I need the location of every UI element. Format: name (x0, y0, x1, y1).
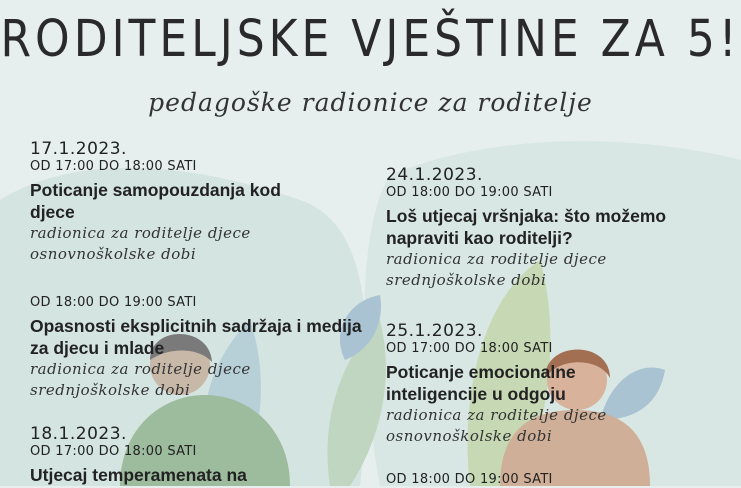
event-left-3 (30, 425, 350, 486)
page-title: RODITELJSKE VJEŠTINE ZA 5! (0, 10, 741, 69)
event-date: 24.1.2023. (386, 165, 483, 185)
event-time: OD 18:00 DO 19:00 SATI (30, 295, 197, 310)
event-right-2 (386, 322, 716, 447)
event-description: radionica za roditelje djece osnovnoškolske dobi (386, 406, 607, 445)
event-description: radionica za roditelje djece osnovnoškolske dobi (30, 224, 251, 263)
event-date: 17.1.2023. (30, 139, 127, 159)
event-title: Poticanje samopouzdanja kod djece (30, 180, 281, 222)
event-time: OD 18:00 DO 19:00 SATI (386, 185, 553, 200)
event-description: radionica za roditelje djece srednjoškolske dobi (30, 360, 251, 399)
event-date: 18.1.2023. (30, 424, 127, 444)
event-title: Utjecaj temperamenata na (30, 465, 247, 485)
event-time: OD 18:00 DO 19:00 SATI (386, 472, 553, 487)
event-time: OD 17:00 DO 18:00 SATI (30, 444, 197, 459)
event-right-3 (386, 471, 716, 488)
event-title: Poticanje emocionalne inteligencije u odgoju (386, 362, 576, 404)
event-time: OD 17:00 DO 18:00 SATI (30, 159, 197, 174)
event-title: Opasnosti eksplicitnih sadržaja i medija za djecu i mlade (30, 316, 362, 358)
event-date: 25.1.2023. (386, 321, 483, 341)
page-subtitle: pedagoške radionice za roditelje (148, 88, 593, 117)
event-time: OD 17:00 DO 18:00 SATI (386, 341, 553, 356)
event-description: radionica za roditelje djece srednjoškolske dobi (386, 250, 607, 289)
event-title: Loš utjecaj vršnjaka: što možemo napraviti kao roditelji? (386, 206, 667, 248)
event-right-1 (386, 166, 716, 291)
event-left-1 (30, 140, 350, 265)
event-left-2 (30, 294, 370, 401)
